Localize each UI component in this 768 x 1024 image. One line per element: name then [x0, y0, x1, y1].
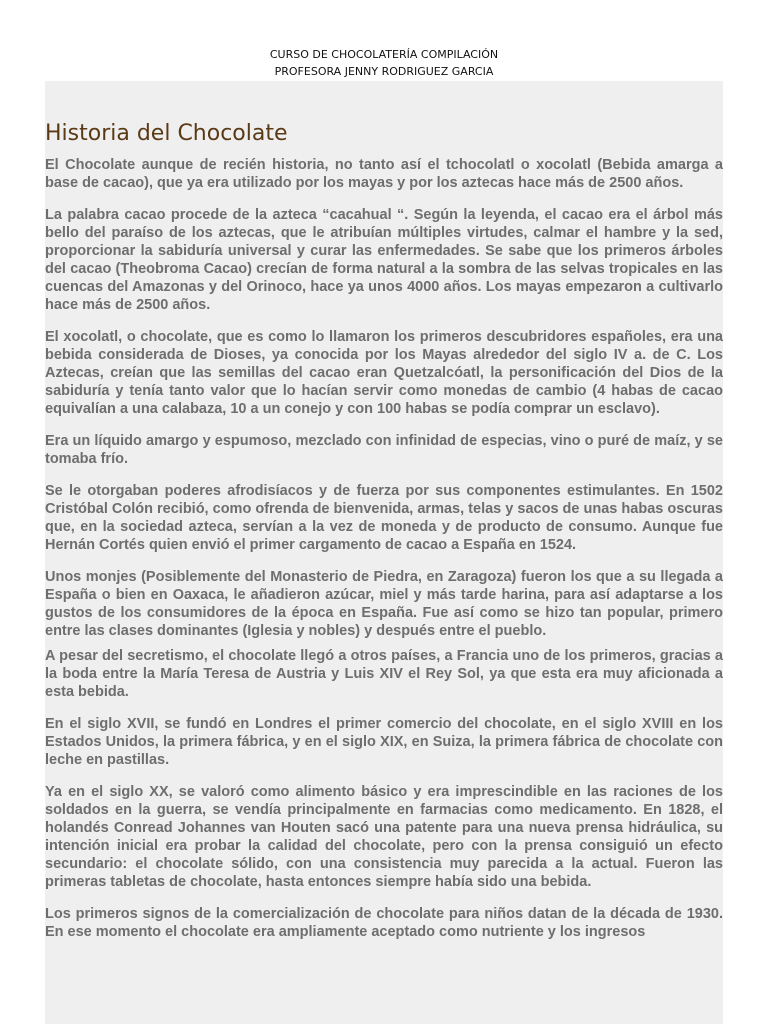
paragraph: La palabra cacao procede de la azteca “cacahual “. Según la leyenda, el cacao era el árbol más bello del paraíso de los aztecas, que le atribuían múltiples virtudes, calmar el hambre y la sed, proporcionar la sabiduría universal y curar las enfermedades. Se sabe que los primeros árboles del cacao (Theobroma Cacao) crecían de forma natural a la sombra de las selvas tropicales en las cuencas del Amazonas y del Orinoco, hace ya unos 4000 años. Los mayas empezaron a cultivarlo hace más de 2500 años. — [45, 207, 723, 313]
paragraph: En el siglo XVII, se fundó en Londres el primer comercio del chocolate, en el siglo XVIII en los Estados Unidos, la primera fábrica, y en el siglo XIX, en Suiza, la primera fábrica de chocolate con leche en pastillas. — [45, 716, 723, 768]
paragraph: Los primeros signos de la comercialización de chocolate para niños datan de la década de 1930. En ese momento el chocolate era ampliamente aceptado como nutriente y los ingresos — [45, 906, 723, 940]
professor-name: PROFESORA JENNY RODRIGUEZ GARCIA — [274, 65, 494, 78]
paragraph: A pesar del secretismo, el chocolate llegó a otros países, a Francia uno de los primeros, gracias a la boda entre la María Teresa de Austria y Luis XIV el Rey Sol, ya que esta era muy aficionada a esta bebida. — [45, 648, 723, 700]
paragraph: El Chocolate aunque de recién historia, no tanto así el tchocolatl o xocolatl (Bebida amarga a base de cacao), que ya era utilizado por los mayas y por los aztecas hace más de 2500 años. — [45, 157, 723, 191]
paragraph: El xocolatl, o chocolate, que es como lo llamaron los primeros descubridores españoles, era una bebida considerada de Dioses, ya conocida por los Mayas alrededor del siglo IV a. de C. Los Aztecas, creían que las semillas del cacao eran Quetzalcóatl, la personificación del Dios de la sabiduría y tenía tanto valor que lo hacían servir como monedas de cambio (4 habas de cacao equivalían a una calabaza, 10 a un conejo y con 100 habas se podía comprar un esclavo). — [45, 329, 723, 417]
document-title: Historia del Chocolate — [45, 121, 288, 146]
paragraph: Unos monjes (Posiblemente del Monasterio de Piedra, en Zaragoza) fueron los que a su llegada a España o bien en Oaxaca, le añadieron azúcar, miel y más tarde harina, para así adaptarse a los gustos de los consumidores de la época en España. Fue así como se hizo tan popular, primero entre las clases dominantes (Iglesia y nobles) y después entre el pueblo. — [45, 569, 723, 639]
course-title: CURSO DE CHOCOLATERÍA COMPILACIÓN — [269, 48, 499, 61]
paragraph: Era un líquido amargo y espumoso, mezclado con infinidad de especias, vino o puré de maíz, y se tomaba frío. — [45, 433, 723, 467]
document-body — [45, 81, 723, 1024]
paragraph: Se le otorgaban poderes afrodisíacos y de fuerza por sus componentes estimulantes. En 1502 Cristóbal Colón recibió, como ofrenda de bienvenida, armas, telas y sacos de unas habas oscuras que, en la sociedad azteca, servían a la vez de moneda y de producto de consumo. Aunque fue Hernán Cortés quien envió el primer cargamento de cacao a España en 1524. — [45, 483, 723, 553]
paragraph: Ya en el siglo XX, se valoró como alimento básico y era imprescindible en las raciones de los soldados en la guerra, se vendía principalmente en farmacias como medicamento. En 1828, el holandés Conread Johannes van Houten sacó una patente para una nueva prensa hidráulica, su intención inicial era probar la calidad del chocolate, pero con la prensa consiguió un efecto secundario: el chocolate sólido, con una consistencia muy parecida a la actual. Fueron las primeras tabletas de chocolate, hasta entonces siempre había sido una bebida. — [45, 784, 723, 890]
page-header — [0, 46, 768, 80]
